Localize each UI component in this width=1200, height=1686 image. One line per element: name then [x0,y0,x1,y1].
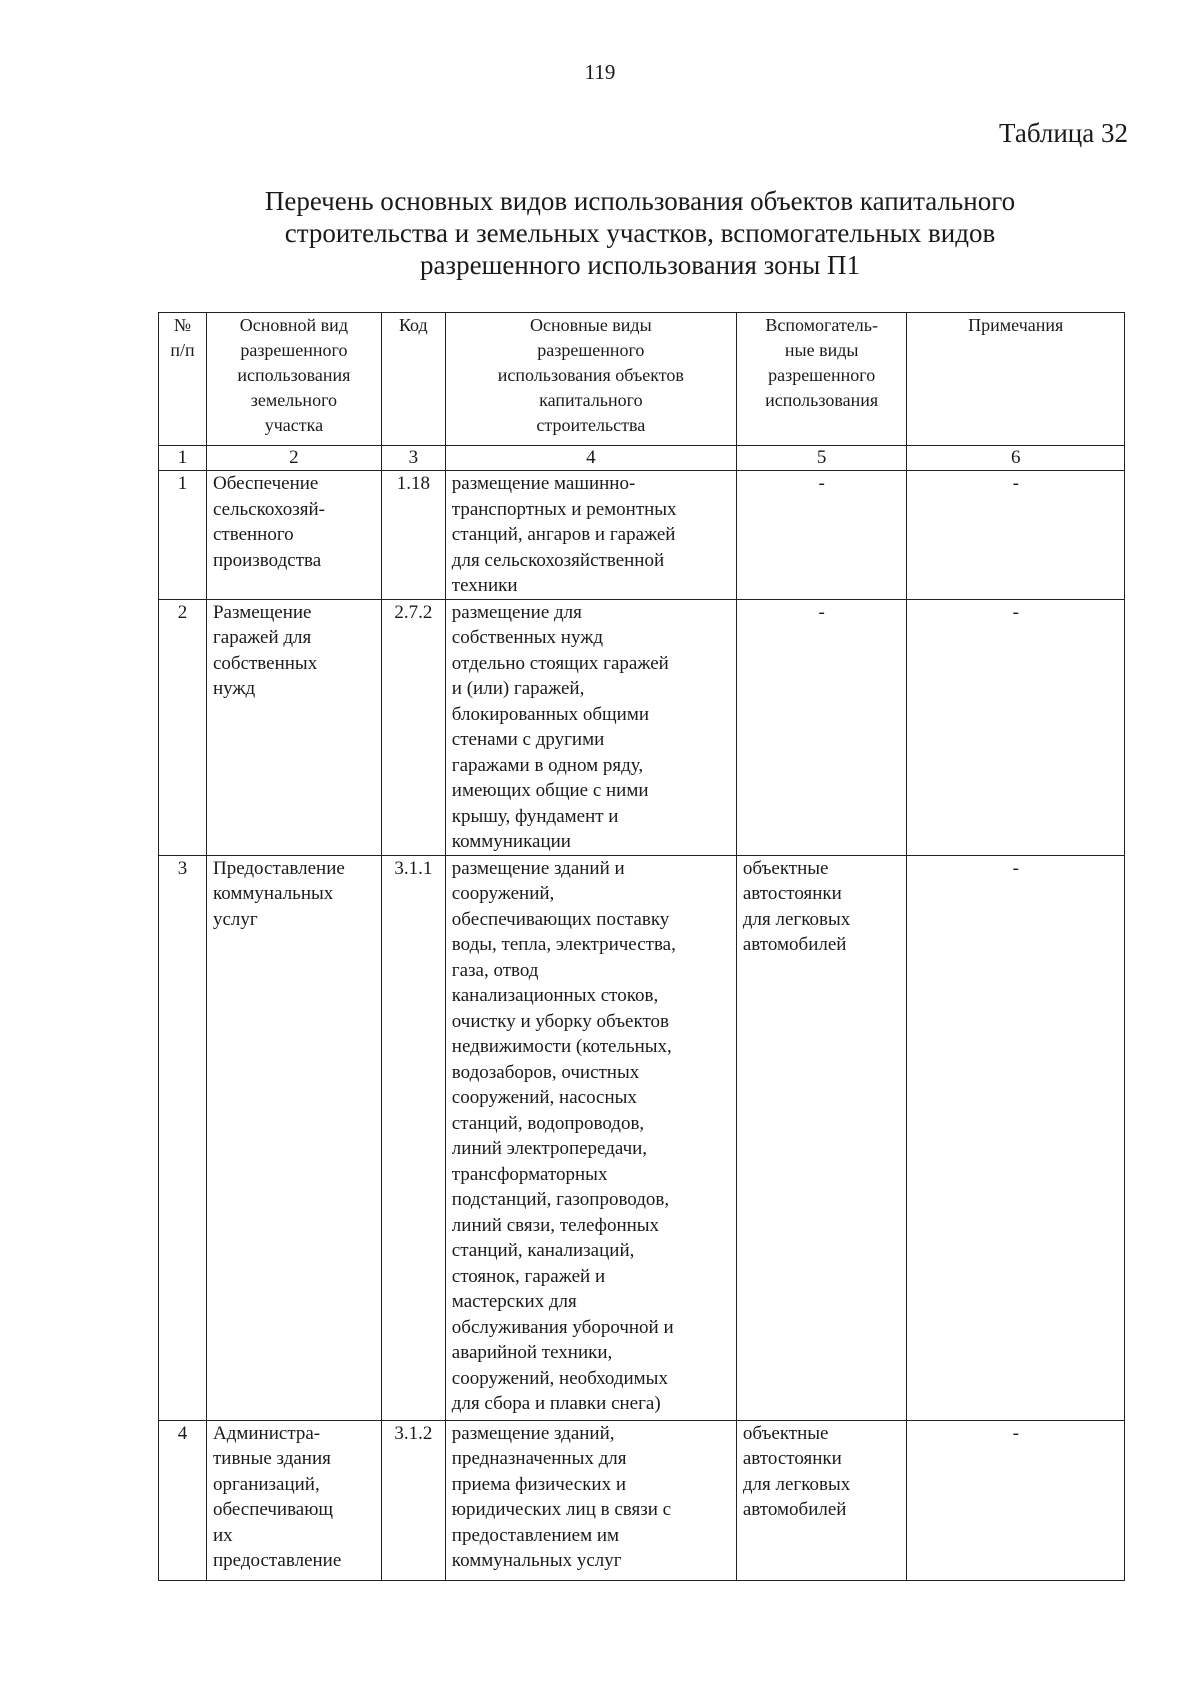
table-row [159,1420,1125,1580]
code-cell: 3.1.1 [381,855,445,1420]
page-number: 119 [584,60,616,84]
main-use-cell: Обеспечение сельскохозяй- ственного производства [206,471,381,600]
header-notes: Примечания [907,313,1125,446]
code-cell: 1.18 [381,471,445,600]
column-number: 3 [381,446,445,471]
table-header-row [159,313,1125,446]
notes-cell: - [907,855,1125,1420]
column-number: 4 [445,446,736,471]
main-use-cell: Предоставление коммунальных услуг [206,855,381,1420]
activities-cell: размещение машинно- транспортных и ремонтных станций, ангаров и гаражей для сельскохозяйственной техники [445,471,736,600]
row-number: 1 [159,471,207,600]
notes-cell: - [907,471,1125,600]
row-number: 2 [159,599,207,855]
column-number: 5 [736,446,907,471]
column-number-row [159,446,1125,471]
column-number: 2 [206,446,381,471]
activities-cell: размещение для собственных нужд отдельно стоящих гаражей и (или) гаражей, блокированных общими стенами с другими гаражами в одном ряду, имеющих общие с ними крышу, фундамент и коммуникации [445,599,736,855]
auxiliary-cell: объектные автостоянки для легковых автомобилей [736,855,907,1420]
document-title [200,185,1080,281]
auxiliary-cell: объектные автостоянки для легковых автомобилей [736,1420,907,1580]
notes-cell: - [907,599,1125,855]
activities-cell: размещение зданий и сооружений, обеспечивающих поставку воды, тепла, электричества, газа, отвод канализационных стоков, очистку и уборку объектов недвижимости (котельных, водозаборов, очистных сооружений, насосных станций, водопроводов, линий электропередачи, трансформаторных подстанций, газопроводов, линий связи, телефонных станций, канализаций, стоянок, гаражей и мастерских для обслуживания уборочной и аварийной техники, сооружений, необходимых для сбора и плавки снега) [445,855,736,1420]
row-number: 4 [159,1420,207,1580]
header-number: № п/п [159,313,207,446]
title-line-1: Перечень основных видов использования объектов капитального [264,186,1016,216]
row-number: 3 [159,855,207,1420]
header-auxiliary: Вспомогатель- ные виды разрешенного использования [736,313,907,446]
code-cell: 2.7.2 [381,599,445,855]
column-number: 6 [907,446,1125,471]
column-number: 1 [159,446,207,471]
code-cell: 3.1.2 [381,1420,445,1580]
activities-cell: размещение зданий, предназначенных для приема физических и юридических лиц в связи с предоставлением им коммунальных услуг [445,1420,736,1580]
zoning-table [158,312,1125,1581]
table-row [159,855,1125,1420]
auxiliary-cell: - [736,599,907,855]
notes-cell: - [907,1420,1125,1580]
table-row [159,471,1125,600]
table-row [159,599,1125,855]
main-use-cell: Размещение гаражей для собственных нужд [206,599,381,855]
auxiliary-cell: - [736,471,907,600]
title-line-3: разрешенного использования зоны П1 [419,250,861,280]
title-line-2: строительства и земельных участков, вспомогательных видов [284,218,996,248]
header-main-use: Основной вид разрешенного использования земельного участка [206,313,381,446]
table-label: Таблица 32 [999,118,1128,148]
main-use-cell: Администра- тивные здания организаций, обеспечивающ их предоставление [206,1420,381,1580]
header-activities: Основные виды разрешенного использования объектов капитального строительства [445,313,736,446]
header-code: Код [381,313,445,446]
